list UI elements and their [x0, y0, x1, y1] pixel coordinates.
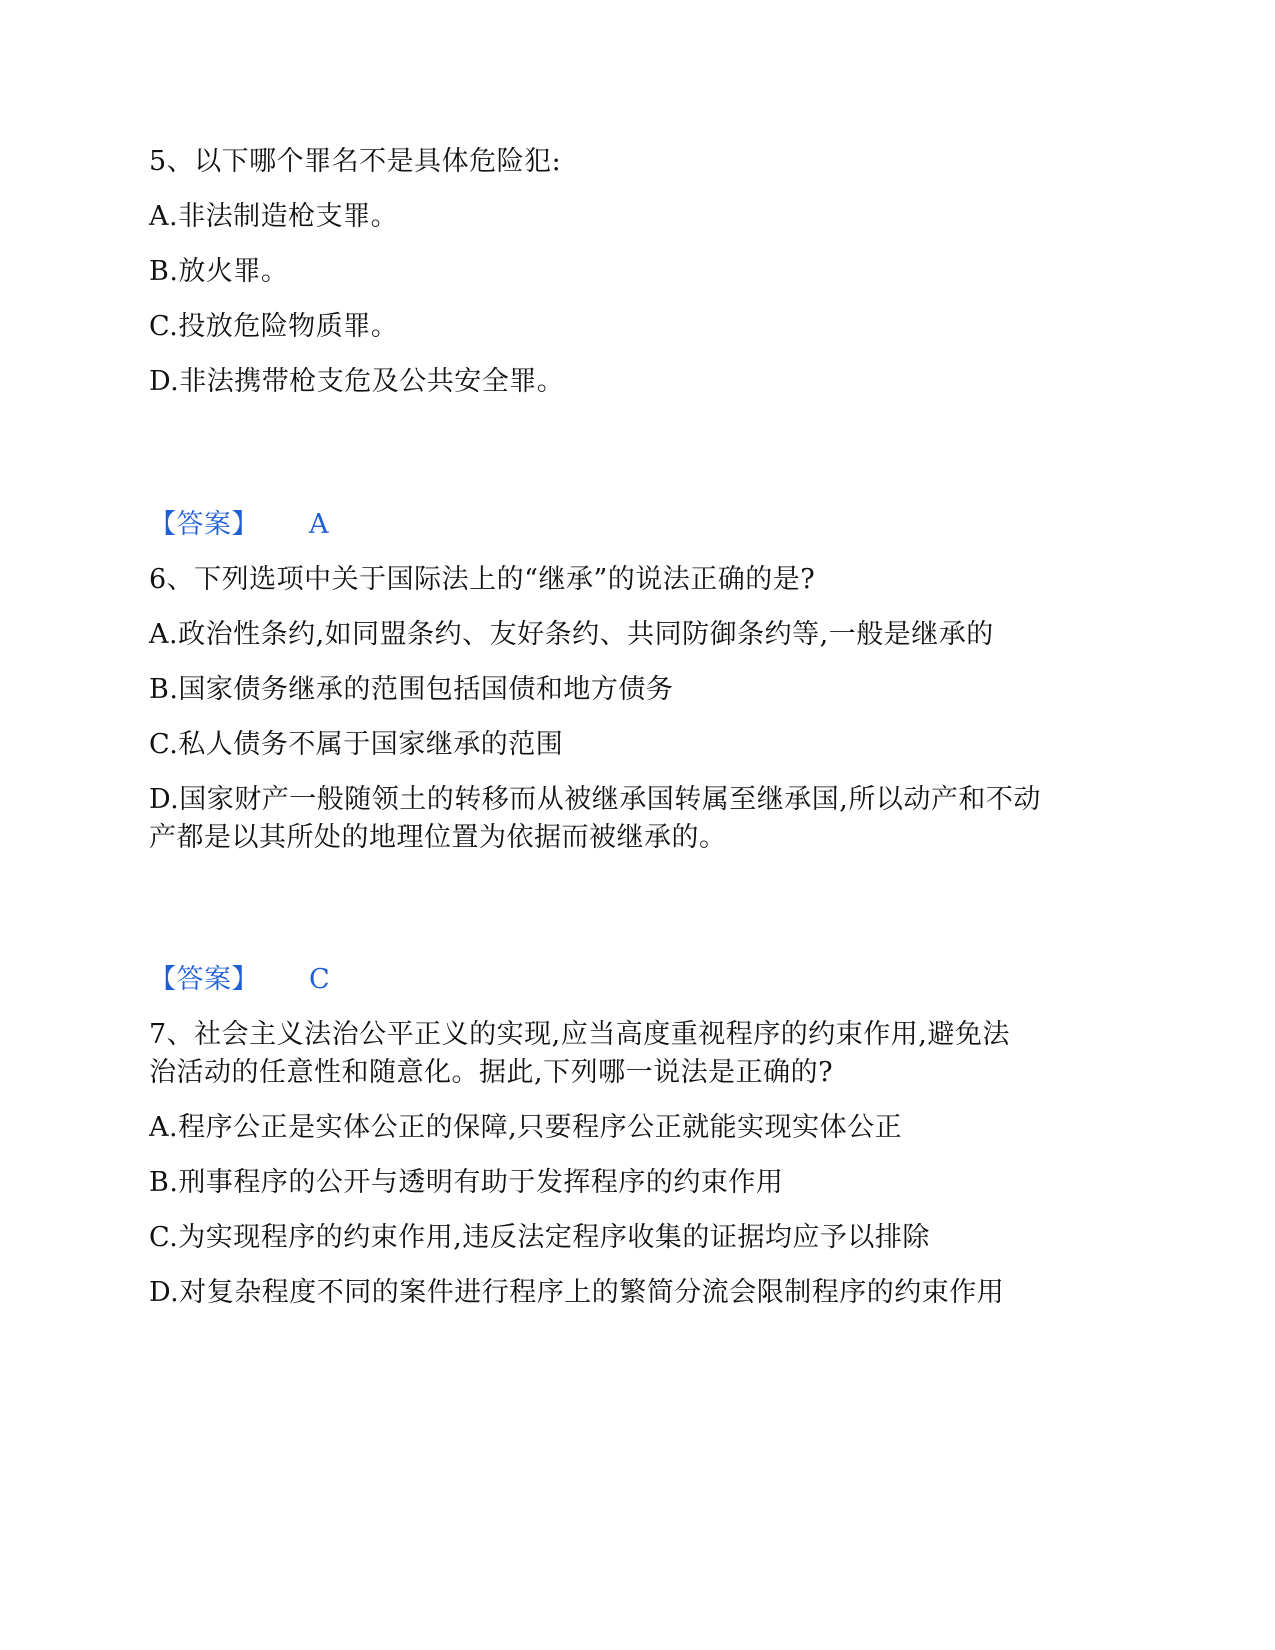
- question-5-option-a: A.非法制造枪支罪。: [149, 201, 399, 232]
- question-6-option-d-continued: 产都是以其所处的地理位置为依据而被继承的。: [149, 822, 727, 853]
- question-7-option-d: D.对复杂程度不同的案件进行程序上的繁简分流会限制程序的约束作用: [149, 1277, 1005, 1308]
- question-6-option-c: C.私人债务不属于国家继承的范围: [149, 729, 564, 760]
- question-6-option-b: B.国家债务继承的范围包括国债和地方债务: [149, 674, 674, 705]
- answer-5-label: 【答案】: [149, 509, 259, 540]
- question-5-option-c: C.投放危险物质罪。: [149, 311, 399, 342]
- answer-6-row: [149, 963, 1129, 997]
- question-7-option-b: B.刑事程序的公开与透明有助于发挥程序的约束作用: [149, 1167, 784, 1198]
- question-5-text: 5、以下哪个罪名不是具体危险犯:: [149, 146, 562, 177]
- question-5-option-b: B.放火罪。: [149, 256, 289, 287]
- answer-5-value: A: [309, 509, 329, 540]
- answer-6-value: C: [309, 964, 331, 995]
- question-7-option-c: C.为实现程序的约束作用,违反法定程序收集的证据均应予以排除: [149, 1222, 930, 1253]
- question-6-option-a: A.政治性条约,如同盟条约、友好条约、共同防御条约等,一般是继承的: [149, 619, 994, 650]
- question-6-option-d: D.国家财产一般随领土的转移而从被继承国转属至继承国,所以动产和不动: [149, 784, 1041, 815]
- question-7-option-a: A.程序公正是实体公正的保障,只要程序公正就能实现实体公正: [149, 1112, 903, 1143]
- question-7-text-line-1: 7、社会主义法治公平正义的实现,应当高度重视程序的约束作用,避免法: [149, 1019, 1010, 1050]
- question-5-option-d: D.非法携带枪支危及公共安全罪。: [149, 366, 565, 397]
- question-7-text-line-2: 治活动的任意性和随意化。据此,下列哪一说法是正确的?: [149, 1057, 834, 1088]
- question-6-text: 6、下列选项中关于国际法上的“继承”的说法正确的是?: [149, 564, 816, 595]
- answer-6-label: 【答案】: [149, 964, 259, 995]
- answer-5-row: [149, 508, 1129, 542]
